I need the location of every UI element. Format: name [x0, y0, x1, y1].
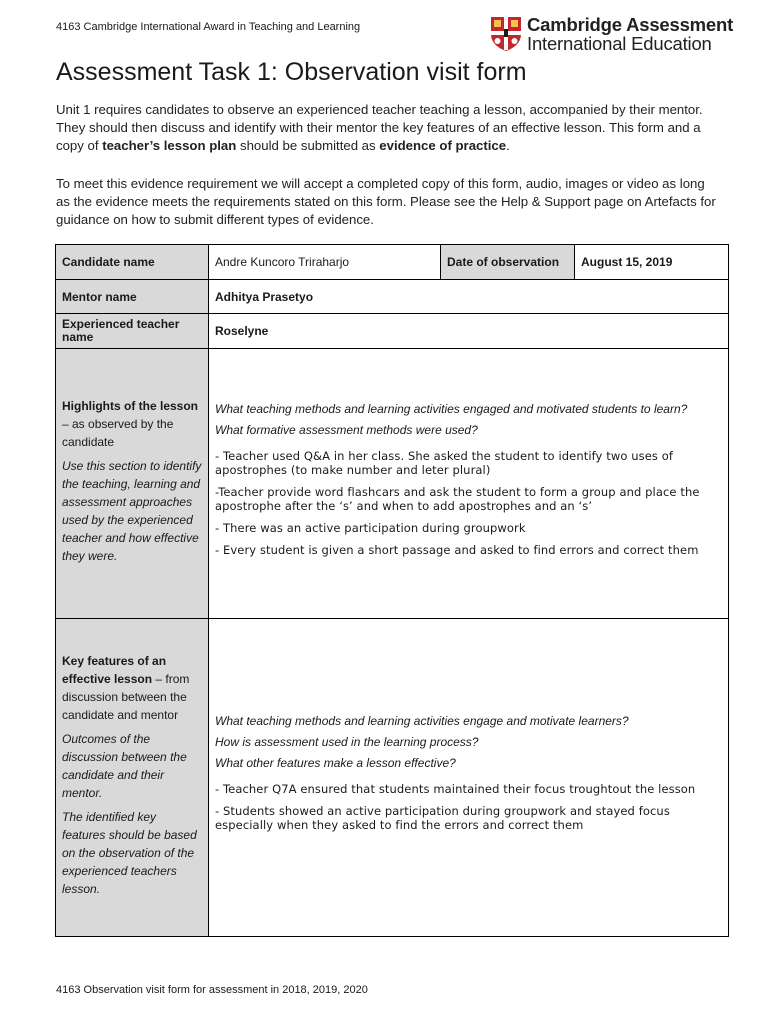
- key-features-content[interactable]: [209, 619, 729, 937]
- highlights-answer: - Teacher used Q&A in her class. She asked the student to identify two uses of apostrophes (to make number and leter plural): [215, 448, 674, 477]
- intro-paragraph-2: To meet this evidence requirement we will accept a completed copy of this form, audio, images or video as long as the evidence meets the requirements stated on this form. Please see the Help & Support page on Artefacts for guidance on how to submit different types of evidence.: [56, 176, 716, 227]
- key-features-label-cell: Key features of an effective lesson – from discussion between the candidate and mentor Outcomes of the discussion between the candidate and their mentor. The identified key features should be based on the observation of the experienced teachers lesson.: [56, 619, 209, 937]
- page-title: Assessment Task 1: Observation visit form: [56, 58, 527, 86]
- highlights-guidance: Use this section to identify the teaching, learning and assessment approaches used by the experienced teacher and how effective they were.: [62, 458, 202, 563]
- key-features-guidance-2: The identified key features should be based on the observation of the experienced teachers lesson.: [62, 809, 197, 896]
- logo-line-1: Cambridge Assessment: [527, 14, 734, 35]
- date-of-observation-value[interactable]: August 15, 2019: [575, 245, 729, 280]
- mentor-name-label: Mentor name: [56, 280, 209, 314]
- highlights-answer: -Teacher provide word flashcars and ask the student to form a group and place the apostrophe after the ‘s’ and when to add apostrophes and an ‘s’: [215, 484, 700, 513]
- cambridge-logo: [490, 14, 734, 54]
- mentor-name-value[interactable]: Adhitya Prasetyo: [209, 280, 729, 314]
- highlights-label-cell: Highlights of the lesson – as observed by the candidate Use this section to identify the teaching, learning and assessment approaches used by the experienced teacher and how effective they were.: [56, 349, 209, 619]
- key-features-question-1: What teaching methods and learning activities engage and motivate learners?: [215, 714, 629, 728]
- key-features-answer: - Students showed an active participation during groupwork and stayed focus especially when they asked to find the errors and correct them: [215, 804, 670, 832]
- experienced-teacher-label: Experienced teacher name: [56, 314, 209, 349]
- observation-form-table: [55, 244, 729, 937]
- key-features-guidance-1: Outcomes of the discussion between the candidate and their mentor.: [62, 731, 187, 800]
- page-footer: 4163 Observation visit form for assessment in 2018, 2019, 2020: [56, 984, 368, 996]
- logo-line-2: International Education: [527, 33, 712, 54]
- highlights-answer: - There was an active participation during groupwork: [215, 520, 526, 535]
- experienced-teacher-value[interactable]: Roselyne: [209, 314, 729, 349]
- candidate-name-value[interactable]: Andre Kuncoro Triraharjo: [209, 245, 441, 280]
- date-of-observation-label: Date of observation: [441, 245, 575, 280]
- highlights-question-2: What formative assessment methods were used?: [215, 422, 478, 437]
- key-features-label: Key features of an effective lesson: [62, 653, 167, 686]
- course-header: 4163 Cambridge International Award in Teaching and Learning: [56, 21, 361, 33]
- cambridge-shield-icon: [490, 16, 522, 52]
- intro-paragraph-1: Unit 1 requires candidates to observe an experienced teacher teaching a lesson, accompanied by their mentor. They should then discuss and identify with their mentor the key features of an effective lesson. This form and a copy of teacher’s lesson plan should be submitted as evidence of practice.: [56, 102, 703, 153]
- highlights-label: Highlights of the lesson: [62, 398, 199, 413]
- key-features-question-2: How is assessment used in the learning process?: [215, 735, 479, 749]
- highlights-answer: - Every student is given a short passage and asked to find errors and correct them: [215, 542, 699, 557]
- highlights-question-1: What teaching methods and learning activities engaged and motivated students to learn?: [215, 401, 688, 416]
- key-features-question-3: What other features make a lesson effective?: [215, 756, 456, 770]
- key-features-answer: - Teacher Q7A ensured that students maintained their focus troughtout the lesson: [215, 782, 696, 796]
- candidate-name-label: Candidate name: [56, 245, 209, 280]
- highlights-content[interactable]: [209, 349, 729, 619]
